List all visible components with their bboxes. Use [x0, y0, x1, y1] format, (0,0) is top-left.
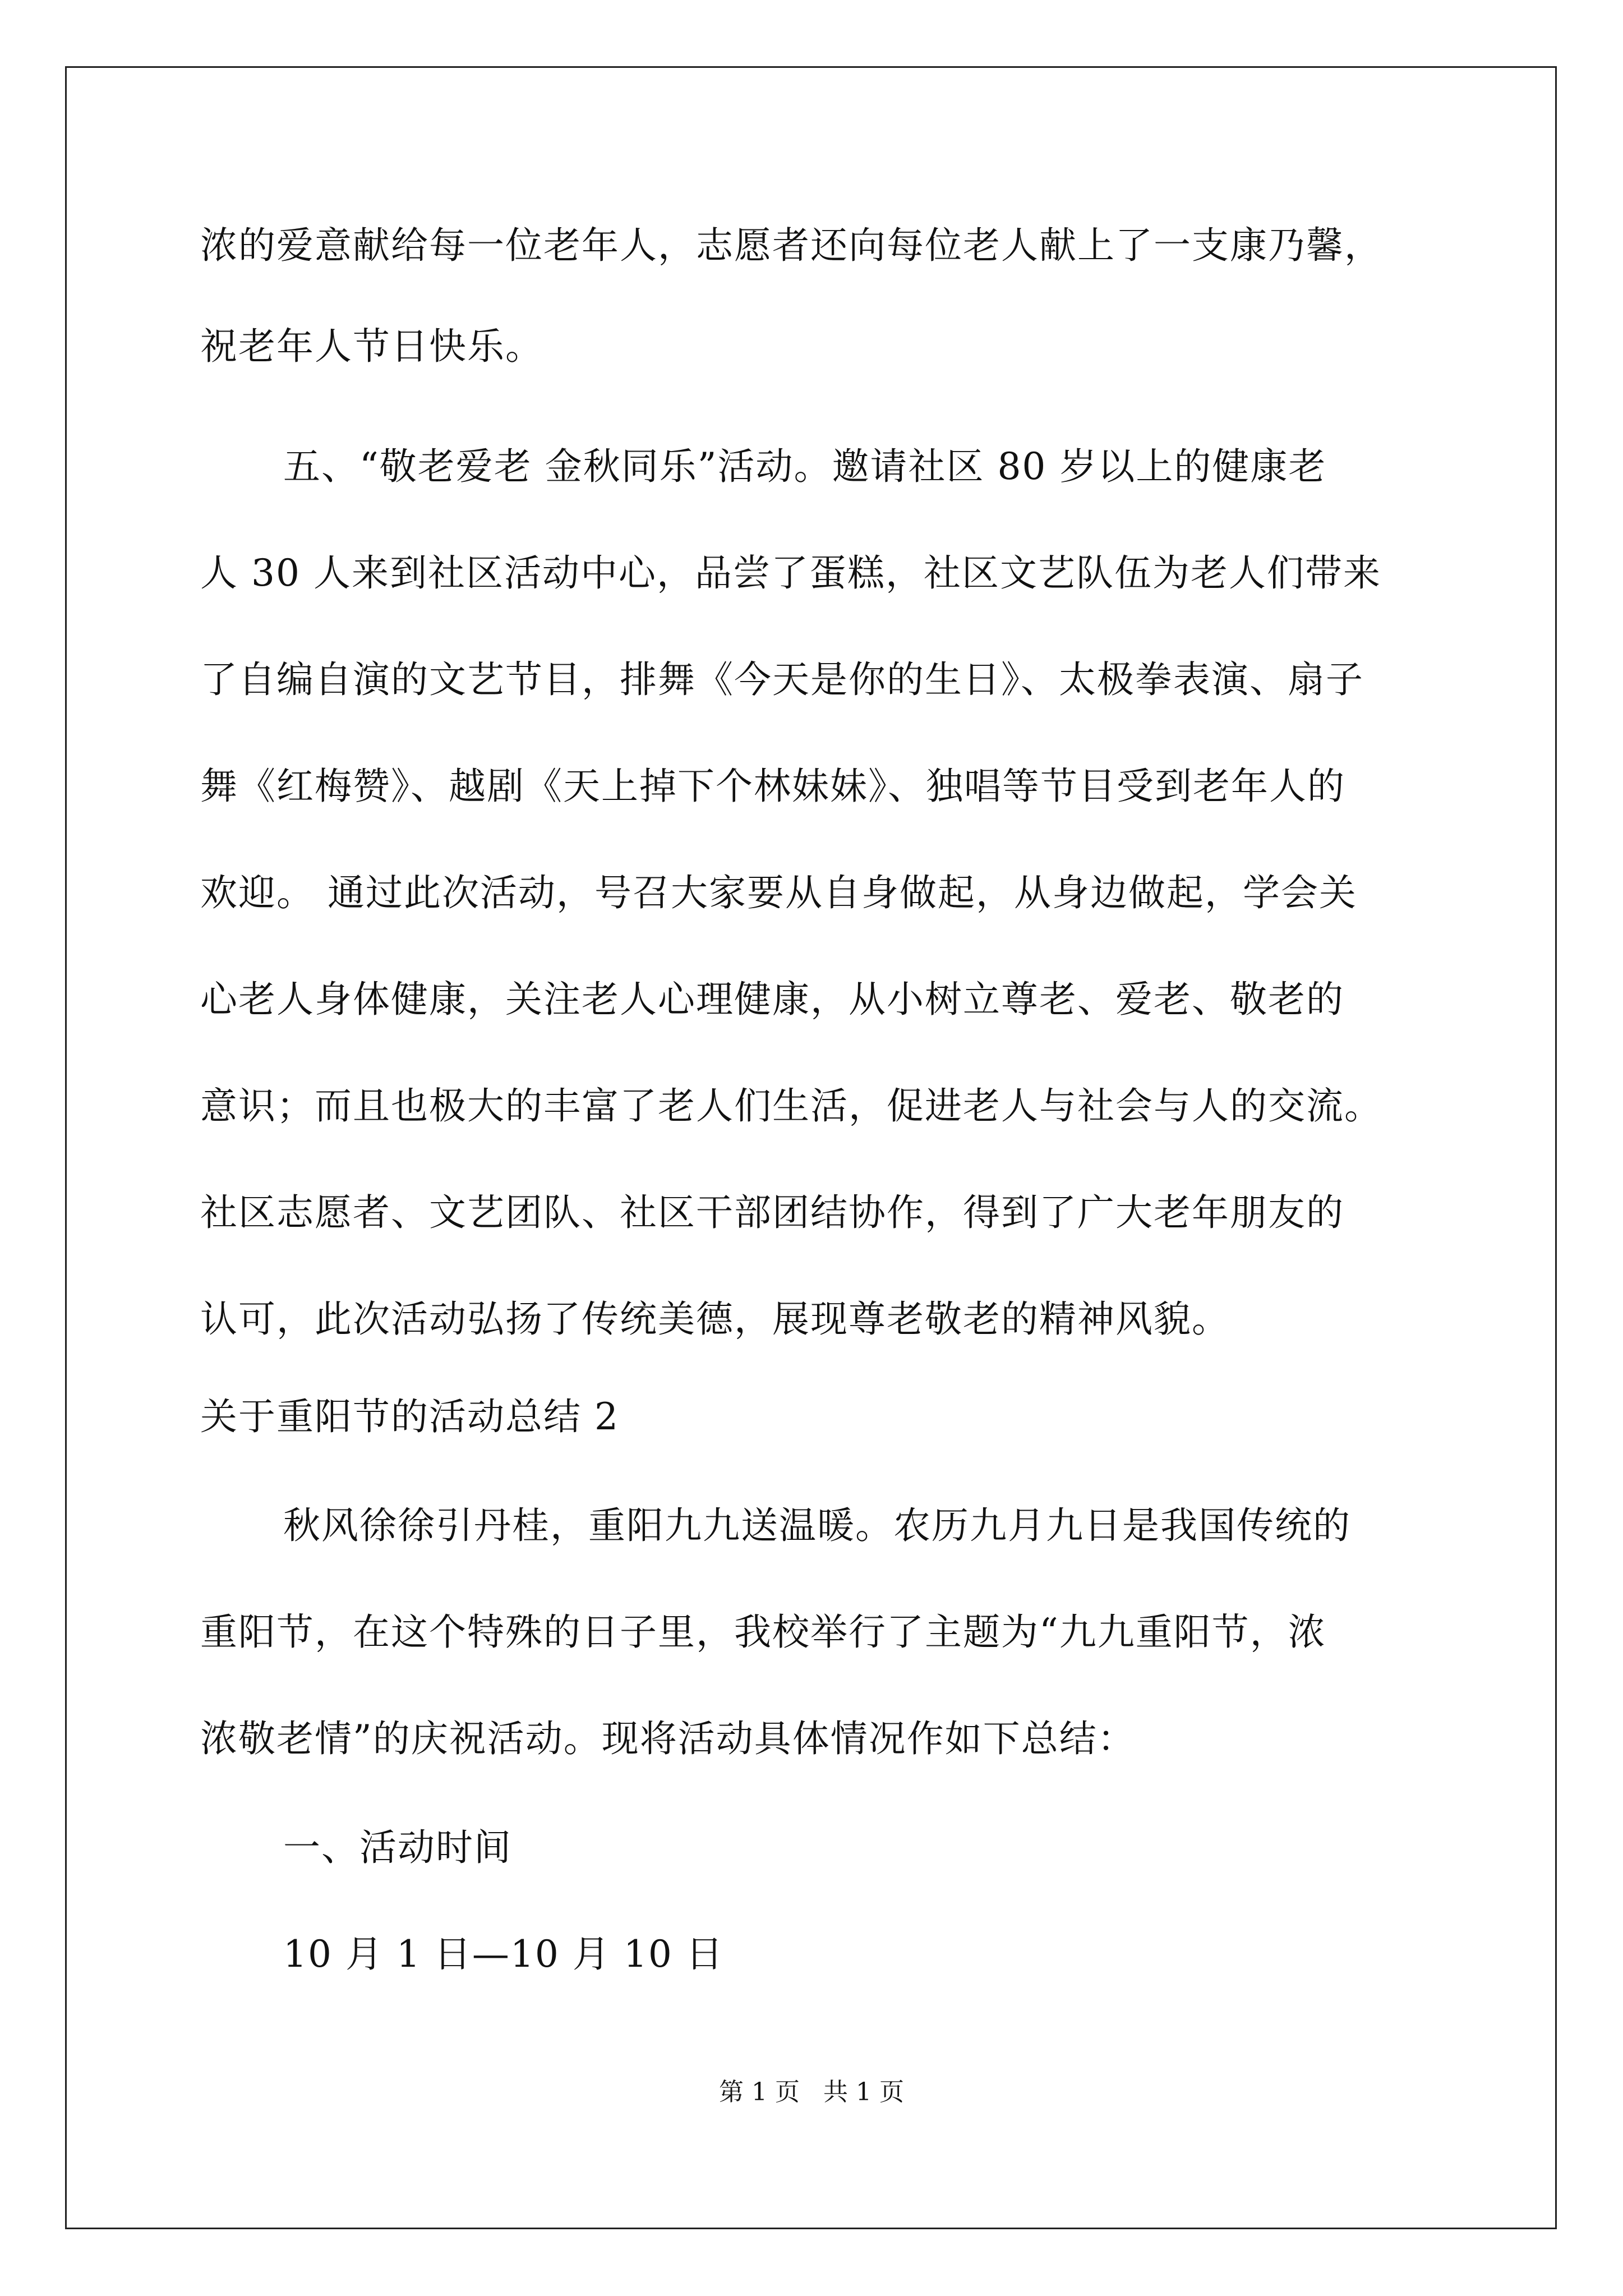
date-range: 10 月 1 日—10 月 10 日 [283, 1932, 724, 1976]
section-heading: 关于重阳节的活动总结 2 [200, 1395, 619, 1438]
paragraph-line: 舞《红梅赞》、越剧《天上掉下个林妹妹》、独唱等节目受到老年人的 [200, 765, 1345, 808]
paragraph-line: 社区志愿者、文艺团队、社区干部团结协作，得到了广大老年朋友的 [200, 1191, 1344, 1234]
paragraph-line: 祝老年人节日快乐。 [200, 325, 543, 368]
paragraph-line: 重阳节，在这个特殊的日子里，我校举行了主题为“九九重阳节，浓 [200, 1611, 1326, 1654]
subheading: 一、活动时间 [283, 1826, 512, 1869]
paragraph-line: 秋风徐徐引丹桂，重阳九九送温暖。农历九月九日是我国传统的 [283, 1504, 1351, 1547]
page-footer: 第 1 页 共 1 页 [719, 2078, 904, 2106]
paragraph-line: 浓敬老情”的庆祝活动。现将活动具体情况作如下总结： [200, 1717, 1136, 1760]
paragraph-line: 认可，此次活动弘扬了传统美德，展现尊老敬老的精神风貌。 [200, 1297, 1230, 1341]
page-border [65, 66, 1557, 2229]
paragraph-line: 意识；而且也极大的丰富了老人们生活，促进老人与社会与人的交流。 [200, 1084, 1382, 1128]
paragraph-line: 五、“敬老爱老 金秋同乐”活动。邀请社区 80 岁以上的健康老 [283, 445, 1327, 488]
paragraph-line: 浓的爱意献给每一位老年人，志愿者还向每位老人献上了一支康乃馨， [200, 224, 1382, 267]
paragraph-line: 了自编自演的文艺节目，排舞《今天是你的生日》、太极拳表演、扇子 [200, 658, 1364, 701]
paragraph-line: 心老人身体健康，关注老人心理健康，从小树立尊老、爱老、敬老的 [200, 978, 1344, 1021]
paragraph-line: 欢迎。 通过此次活动，号召大家要从自身做起，从身边做起，学会关 [200, 871, 1357, 914]
paragraph-line: 人 30 人来到社区活动中心，品尝了蛋糕，社区文艺队伍为老人们带来 [200, 551, 1381, 595]
